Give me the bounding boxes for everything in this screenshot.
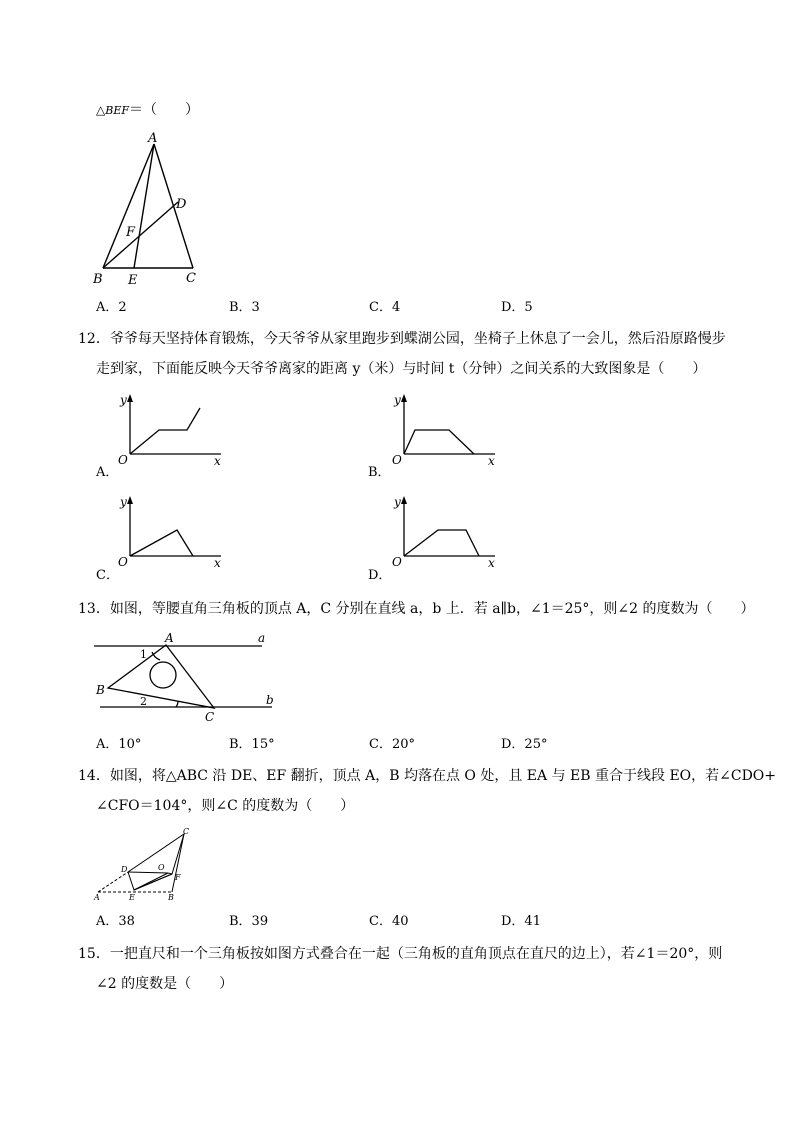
q12-graph-a-y-label: y xyxy=(120,393,127,407)
q12-graph-d-x-label: x xyxy=(488,556,495,570)
q11-triangle-symbol: △ xyxy=(96,103,106,117)
q14-fold-figure xyxy=(94,826,204,906)
q11-option-a[interactable]: A．2 xyxy=(96,300,127,315)
q12-graph-b xyxy=(390,392,500,467)
q11-label-E: E xyxy=(128,273,138,288)
q15-stem-line2: ∠2 的度数是（ ） xyxy=(96,976,234,992)
q14-label-A: A xyxy=(94,893,100,902)
q14-option-c[interactable]: C．40 xyxy=(369,914,409,929)
q14-option-b[interactable]: B．39 xyxy=(229,914,269,929)
q12-graph-a-x-label: x xyxy=(214,454,221,468)
q13-label-b: b xyxy=(266,693,274,707)
q11-option-c[interactable]: C．4 xyxy=(369,300,401,315)
q13-label-A: A xyxy=(165,631,174,645)
q11-triangle-figure xyxy=(90,130,210,290)
q13-label-B: B xyxy=(96,683,105,697)
q12-graph-b-origin: O xyxy=(392,453,402,467)
q13-triangle-ruler-figure xyxy=(90,630,280,730)
q11-label-B: B xyxy=(93,272,103,287)
q12-graph-b-x-label: x xyxy=(488,454,495,468)
q13-option-b[interactable]: B．15° xyxy=(229,737,275,752)
q12-graph-d xyxy=(390,494,500,569)
q11-label-A: A xyxy=(148,131,158,146)
q13-label-a: a xyxy=(258,631,266,645)
q14-label-O: O xyxy=(158,863,165,872)
q14-stem-line1: 14．如图，将△ABC 沿 DE、EF 翻折，顶点 A，B 均落在点 O 处，且 EA 与 EB 重合于线段 EO，若∠CDO+ xyxy=(78,768,777,784)
q14-option-d[interactable]: D．41 xyxy=(501,914,541,929)
q13-label-1: 1 xyxy=(140,648,147,661)
q14-stem-line2: ∠CFO＝104°，则∠C 的度数为（ ） xyxy=(96,798,355,814)
q12-stem-line2: 走到家，下面能反映今天爷爷离家的距离 y（米）与时间 t（分钟）之间关系的大致图象是（ ） xyxy=(96,361,707,377)
q11-label-D: D xyxy=(176,197,187,212)
q12-option-a[interactable]: A． xyxy=(96,465,119,480)
q13-label-C: C xyxy=(205,710,215,724)
q11-answer-blank: ＝（ ） xyxy=(128,102,199,118)
q12-graph-d-y-label: y xyxy=(394,495,401,509)
q14-option-a[interactable]: A．38 xyxy=(96,914,135,929)
q14-label-F: F xyxy=(175,873,181,882)
q12-option-d[interactable]: D． xyxy=(368,568,392,583)
q11-triangle-name: BEF xyxy=(105,104,129,117)
q11-label-F: F xyxy=(126,225,136,240)
q12-stem-line1: 12．爷爷每天坚持体育锻炼，今天爷爷从家里跑步到蝶湖公园，坐椅子上休息了一会儿，然后沿原路慢步 xyxy=(78,331,726,347)
q14-label-C: C xyxy=(183,827,190,836)
q11-stem-tail xyxy=(96,100,199,121)
q13-label-2: 2 xyxy=(140,695,147,708)
q15-stem-line1: 15．一把直尺和一个三角板按如图方式叠合在一起（三角板的直角顶点在直尺的边上），若∠1＝20°，则 xyxy=(78,946,723,962)
q12-graph-a xyxy=(116,392,226,467)
q14-label-D: D xyxy=(121,865,128,874)
q13-option-d[interactable]: D．25° xyxy=(501,737,548,752)
q13-option-a[interactable]: A．10° xyxy=(96,737,142,752)
q13-option-c[interactable]: C．20° xyxy=(369,737,415,752)
q11-label-C: C xyxy=(186,271,196,286)
q12-graph-c xyxy=(116,494,226,569)
q13-stem-line1: 13．如图，等腰直角三角板的顶点 A，C 分别在直线 a，b 上．若 a∥b，∠1＝25°，则∠2 的度数为（ ） xyxy=(78,601,755,617)
q12-option-c[interactable]: C． xyxy=(96,568,119,583)
q11-option-d[interactable]: D．5 xyxy=(501,300,533,315)
q12-graph-b-y-label: y xyxy=(394,393,401,407)
q12-graph-a-origin: O xyxy=(118,453,128,467)
q12-option-b[interactable]: B． xyxy=(368,465,391,480)
q11-option-b[interactable]: B．3 xyxy=(229,300,260,315)
q14-label-E: E xyxy=(129,893,135,902)
q12-graph-c-x-label: x xyxy=(214,556,221,570)
q12-graph-c-y-label: y xyxy=(120,495,127,509)
q12-graph-c-origin: O xyxy=(118,555,128,569)
q12-graph-d-origin: O xyxy=(392,555,402,569)
q14-label-B: B xyxy=(168,893,174,902)
